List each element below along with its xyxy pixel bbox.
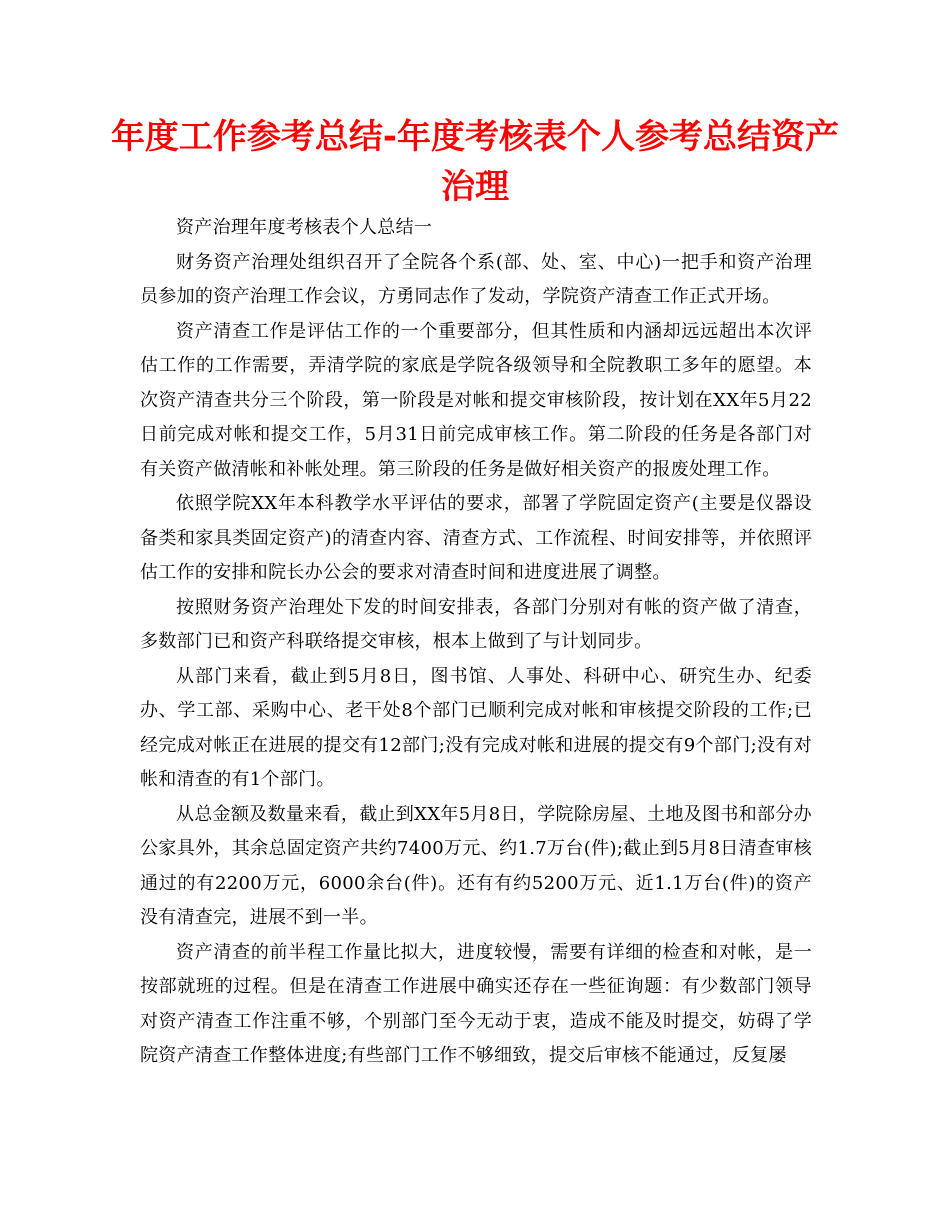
paragraph-subtitle: 资产治理年度考核表个人总结一 (176, 217, 433, 238)
paragraph: 资产清查的前半程工作量比拟大，进度较慢，需要有详细的检查和对帐，是一按部就班的过程。但是在清查工作进展中确实还存在一些征询题：有少数部门领导对资产清查工作注重不够，个别部门至今无动于衷，造成不能及时提交，妨碍了学院资产清查工作整体进度;有些部门工作不够细致，提交后审核不能通过，反复屡 (140, 941, 812, 1066)
paragraph: 财务资产治理处组织召开了全院各个系(部、处、室、中心)一把手和资产治理员参加的资产治理工作会议，方勇同志作了发动，学院资产清查工作正式开场。 (140, 251, 812, 307)
paragraph: 资产清查工作是评估工作的一个重要部分，但其性质和内涵却远远超出本次评估工作的工作需要，弄清学院的家底是学院各级领导和全院教职工多年的愿望。本次资产清查共分三个阶段，第一阶段是对帐和提交审核阶段，按计划在XX年5月22日前完成对帐和提交工作，5月31日前完成审核工作。第二阶段的任务是各部门对有关资产做清帐和补帐处理。第三阶段的任务是做好相关资产的报废处理工作。 (140, 320, 812, 480)
document-body (140, 211, 812, 1074)
paragraph: 依照学院XX年本科教学水平评估的要求，部署了学院固定资产(主要是仪器设备类和家具类固定资产)的清查内容、清查方式、工作流程、时间安排等，并依照评估工作的安排和院长办公会的要求对清查时间和进度进展了调整。 (140, 493, 812, 583)
paragraph: 按照财务资产治理处下发的时间安排表，各部门分别对有帐的资产做了清查，多数部门已和资产科联络提交审核，根本上做到了与计划同步。 (140, 596, 812, 652)
document-title: 年度工作参考总结-年度考核表个人参考总结资产治理 (110, 117, 840, 207)
paragraph: 从总金额及数量来看，截止到XX年5月8日，学院除房屋、土地及图书和部分办公家具外，其余总固定资产共约7400万元、约1.7万台(件);截止到5月8日清查审核通过的有2200万元，6000余台(件)。还有有约5200万元、近1.1万台(件)的资产没有清查完，进展不到一半。 (140, 803, 812, 928)
paragraph: 从部门来看，截止到5月8日，图书馆、人事处、科研中心、研究生办、纪委办、学工部、采购中心、老干处8个部门已顺利完成对帐和审核提交阶段的工作;已经完成对帐正在进展的提交有12部门;没有完成对帐和进展的提交有9个部门;没有对帐和清查的有1个部门。 (140, 665, 812, 790)
